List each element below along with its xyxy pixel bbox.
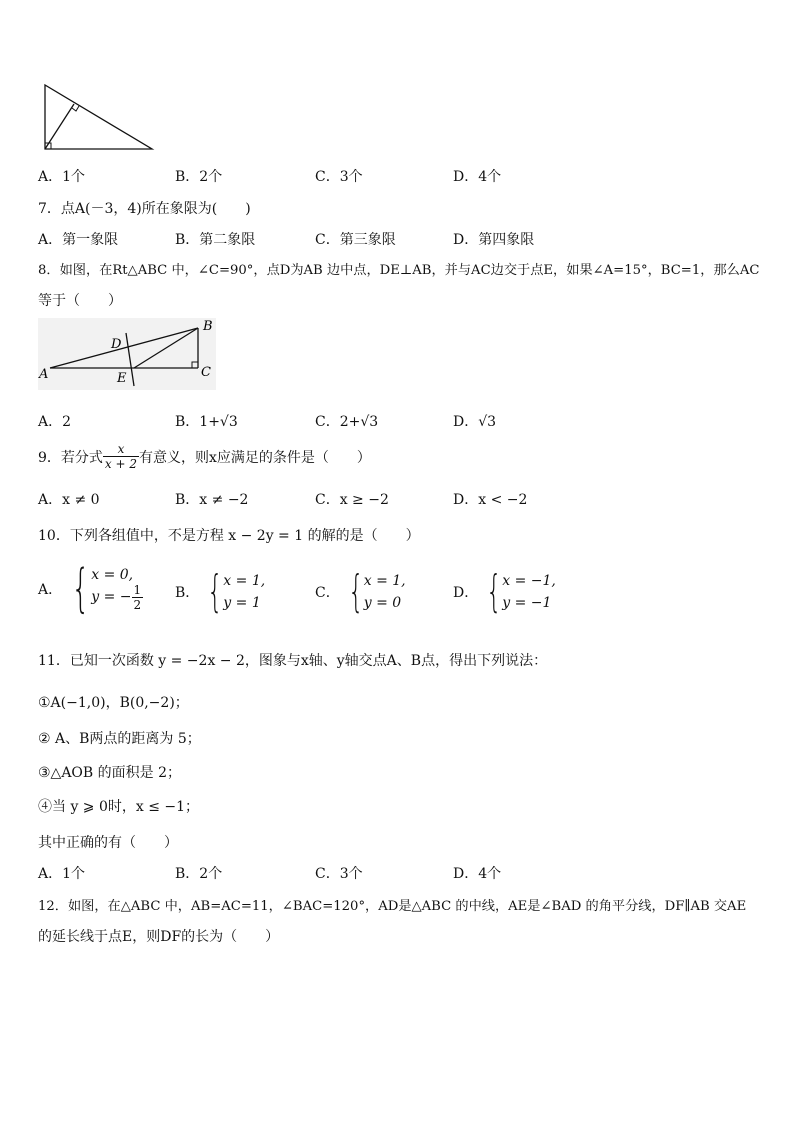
brace-icon: { — [486, 566, 502, 617]
q11-option-b: B．2个 — [175, 866, 223, 882]
q10-option-c — [315, 566, 406, 617]
q11-item-2: ② A、B两点的距离为 5； — [38, 731, 201, 747]
option-d: D．4个 — [453, 169, 502, 185]
q8-option-b: B．1+√3 — [175, 414, 238, 430]
q10-option-c-label: C． — [315, 585, 340, 601]
question-10-stem: 10．下列各组值中，不是方程 x − 2y = 1 的解的是（ ） — [38, 528, 420, 544]
brace-icon: { — [207, 566, 223, 617]
q10-option-b — [175, 566, 266, 617]
q7-option-a: A．第一象限 — [38, 232, 119, 248]
q10-c-line2: y = 0 — [363, 595, 402, 611]
q10-a-frac-den: 2 — [133, 597, 142, 612]
q11-item-4: ④当 y ⩾ 0时，x ≤ −1； — [38, 799, 200, 815]
q9-frac-numerator: x — [103, 442, 139, 457]
brace-icon: { — [71, 559, 90, 619]
q11-option-a: A．1个 — [38, 866, 86, 882]
q10-option-a — [38, 559, 143, 619]
q10-option-d — [453, 566, 556, 617]
q10-b-line2: y = 1 — [223, 595, 261, 611]
q9-option-b: B．x ≠ −2 — [175, 492, 249, 508]
q7-option-b: B．第二象限 — [175, 232, 256, 248]
q10-a-fraction — [132, 583, 144, 612]
q8-option-c: C．2+√3 — [315, 414, 379, 430]
q9-fraction — [103, 442, 139, 471]
q10-d-line2: y = −1 — [502, 595, 552, 611]
q10-a-frac-num: 1 — [133, 582, 142, 597]
question-8-stem-line2: 等于（ ） — [38, 293, 122, 309]
option-a: A．1个 — [38, 169, 86, 185]
q9-stem-pre: 9．若分式 — [38, 449, 103, 466]
q9-stem-post: 有意义，则x应满足的条件是（ ） — [139, 449, 371, 466]
label-e: E — [117, 371, 127, 386]
q10-d-line1: x = −1, — [502, 573, 556, 589]
q10-option-b-label: B． — [175, 585, 200, 601]
brace-icon: { — [348, 566, 364, 617]
q10-b-line1: x = 1, — [223, 573, 266, 589]
q8-option-a: A．2 — [38, 414, 72, 430]
q11-option-d: D．4个 — [453, 866, 502, 882]
q11-option-c: C．3个 — [315, 866, 363, 882]
q9-option-c: C．x ≥ −2 — [315, 492, 389, 508]
q10-option-a-label: A． — [38, 582, 63, 598]
option-b: B．2个 — [175, 169, 223, 185]
q10-c-line1: x = 1, — [363, 573, 406, 589]
q9-frac-denominator: x + 2 — [104, 457, 138, 471]
q9-option-d: D．x < −2 — [453, 492, 528, 508]
label-b: B — [203, 319, 213, 334]
q10-a-line1: x = 0, — [91, 566, 134, 583]
q7-option-c: C．第三象限 — [315, 232, 396, 248]
q8-option-d: D．√3 — [453, 414, 497, 430]
question-11-stem: 11．已知一次函数 y = −2x − 2，图象与x轴、y轴交点A、B点，得出下列说法： — [38, 653, 548, 669]
q11-item-3: ③△AOB 的面积是 2； — [38, 765, 182, 781]
question-8-stem-line1: 8．如图，在Rt△ABC 中，∠C=90°，点D为AB 边中点，DE⊥AB，并与AC边交于点E，如果∠A=15°，BC=1，那么AC — [38, 263, 760, 278]
q11-item-1: ①A(−1,0)，B(0,−2)； — [38, 695, 189, 711]
label-c: C — [201, 365, 211, 380]
option-c: C．3个 — [315, 169, 363, 185]
q7-option-d: D．第四象限 — [453, 232, 535, 248]
q11-question: 其中正确的有（ ） — [38, 835, 178, 851]
figure-right-triangle-altitude — [38, 80, 158, 155]
question-7-stem: 7．点A(－3，4)所在象限为( ) — [38, 201, 251, 217]
q10-option-d-label: D． — [453, 585, 479, 601]
question-12-line1: 12．如图，在△ABC 中，AB=AC=11，∠BAC=120°，AD是△ABC 的中线，AE是∠BAD 的角平分线，DF∥AB 交AE — [38, 899, 747, 914]
question-12-line2: 的延长线于点E，则DF的长为（ ） — [38, 929, 280, 945]
label-d: D — [111, 337, 122, 352]
figure-q8-triangle — [36, 316, 218, 392]
label-a: A — [39, 367, 49, 382]
question-9-stem — [38, 442, 371, 471]
q9-option-a: A．x ≠ 0 — [38, 492, 100, 508]
q10-a-line2: y = − — [91, 589, 132, 605]
